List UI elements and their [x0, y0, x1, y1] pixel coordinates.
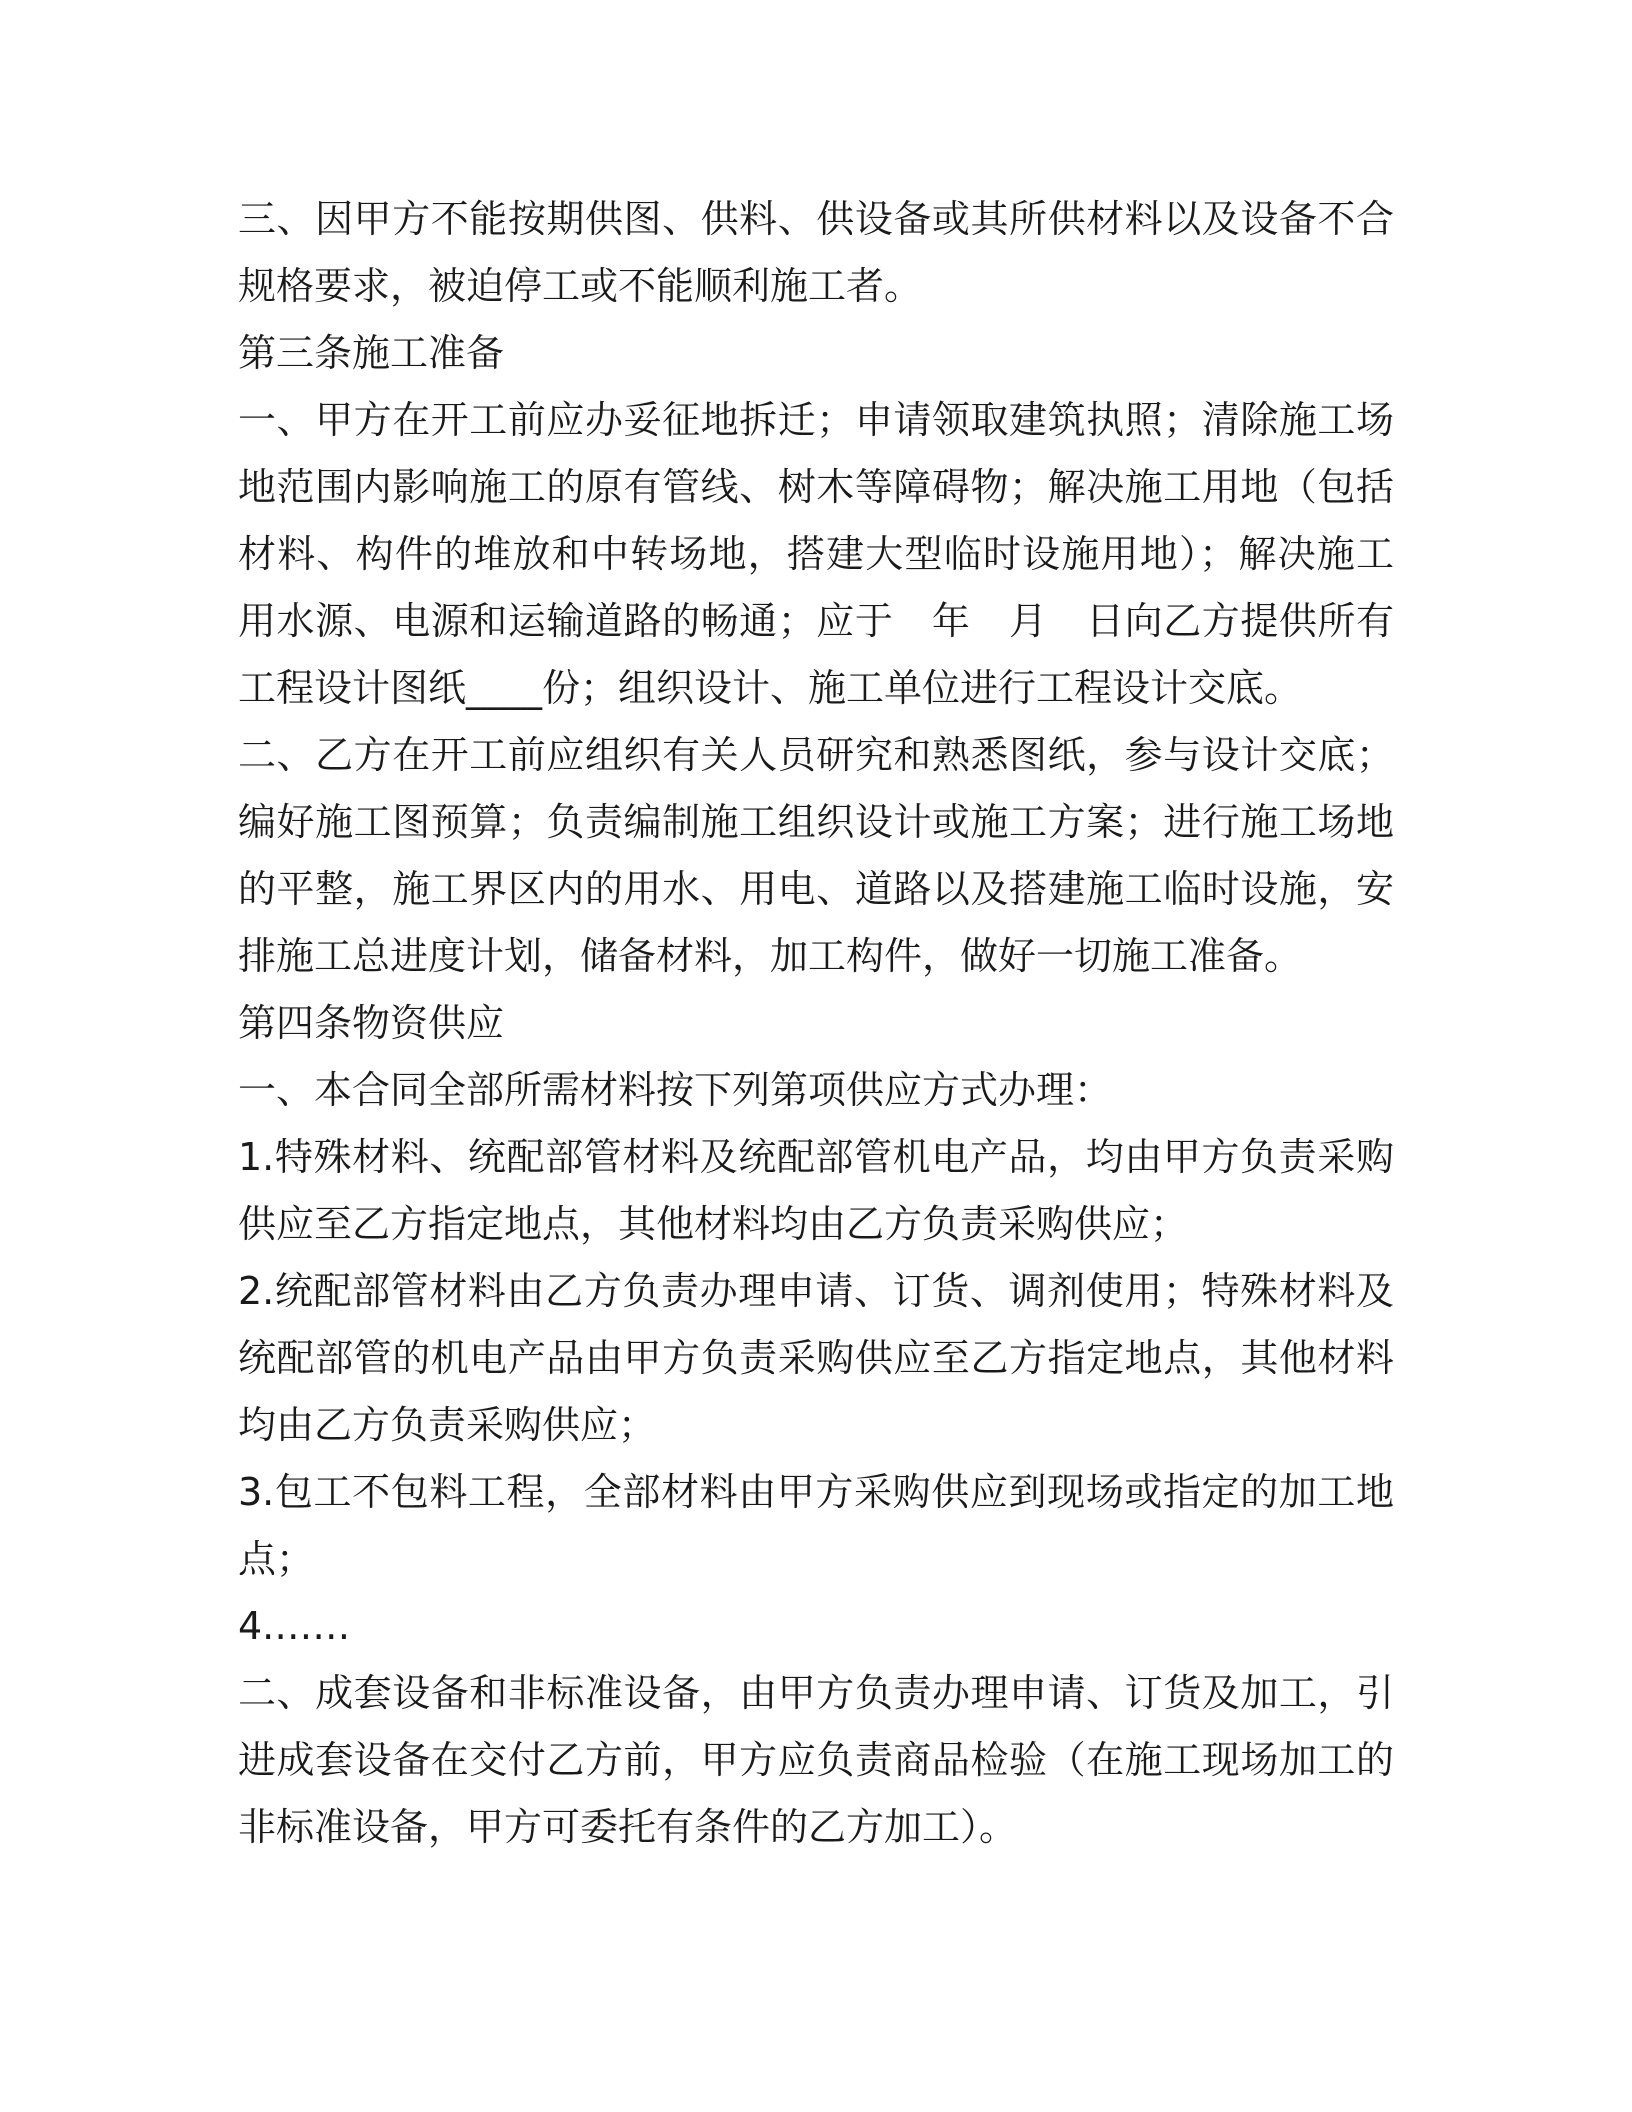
list-item-supply-method-4: 4.…… — [238, 1604, 351, 1648]
paragraph-party-b-preparation: 二、乙方在开工前应组织有关人员研究和熟悉图纸，参与设计交底；编好施工图预算；负责编制施工组织设计或施工方案；进行施工场地的平整，施工界区内的用水、用电、道路以及搭建施工临时设施，安排施工总进度计划，储备材料，加工构件，做好一切施工准备。 — [238, 733, 1394, 978]
document-body — [238, 186, 1394, 1861]
paragraph-supply-methods-intro: 一、本合同全部所需材料按下列第项供应方式办理： — [238, 1068, 1113, 1112]
paragraph-clause-item-3: 三、因甲方不能按期供图、供料、供设备或其所供材料以及设备不合规格要求，被迫停工或不能顺利施工者。 — [238, 197, 1394, 308]
list-item-supply-method-1: 1.特殊材料、统配部管材料及统配部管机电产品，均由甲方负责采购供应至乙方指定地点，其他材料均由乙方负责采购供应； — [238, 1135, 1394, 1246]
list-item-supply-method-2: 2.统配部管材料由乙方负责办理申请、订货、调剂使用；特殊材料及统配部管的机电产品由甲方负责采购供应至乙方指定地点，其他材料均由乙方负责采购供应； — [238, 1269, 1394, 1447]
paragraph-complete-equipment: 二、成套设备和非标准设备，由甲方负责办理申请、订货及加工，引进成套设备在交付乙方前，甲方应负责商品检验（在施工现场加工的非标准设备，甲方可委托有条件的乙方加工）。 — [238, 1671, 1394, 1849]
paragraph-party-a-preparation: 一、甲方在开工前应办妥征地拆迁；申请领取建筑执照；清除施工场地范围内影响施工的原有管线、树木等障碍物；解决施工用地（包括材料、构件的堆放和中转场地，搭建大型临时设施用地）；解决施工用水源、电源和运输道路的畅通；应于 年 月 日向乙方提供所有工程设计图纸____份；组织设计、施工单位进行工程设计交底。 — [238, 398, 1394, 710]
list-item-supply-method-3: 3.包工不包料工程，全部材料由甲方采购供应到现场或指定的加工地点； — [238, 1470, 1394, 1581]
heading-article-3-construction-preparation: 第三条施工准备 — [238, 331, 505, 375]
heading-article-4-material-supply: 第四条物资供应 — [238, 1001, 505, 1045]
